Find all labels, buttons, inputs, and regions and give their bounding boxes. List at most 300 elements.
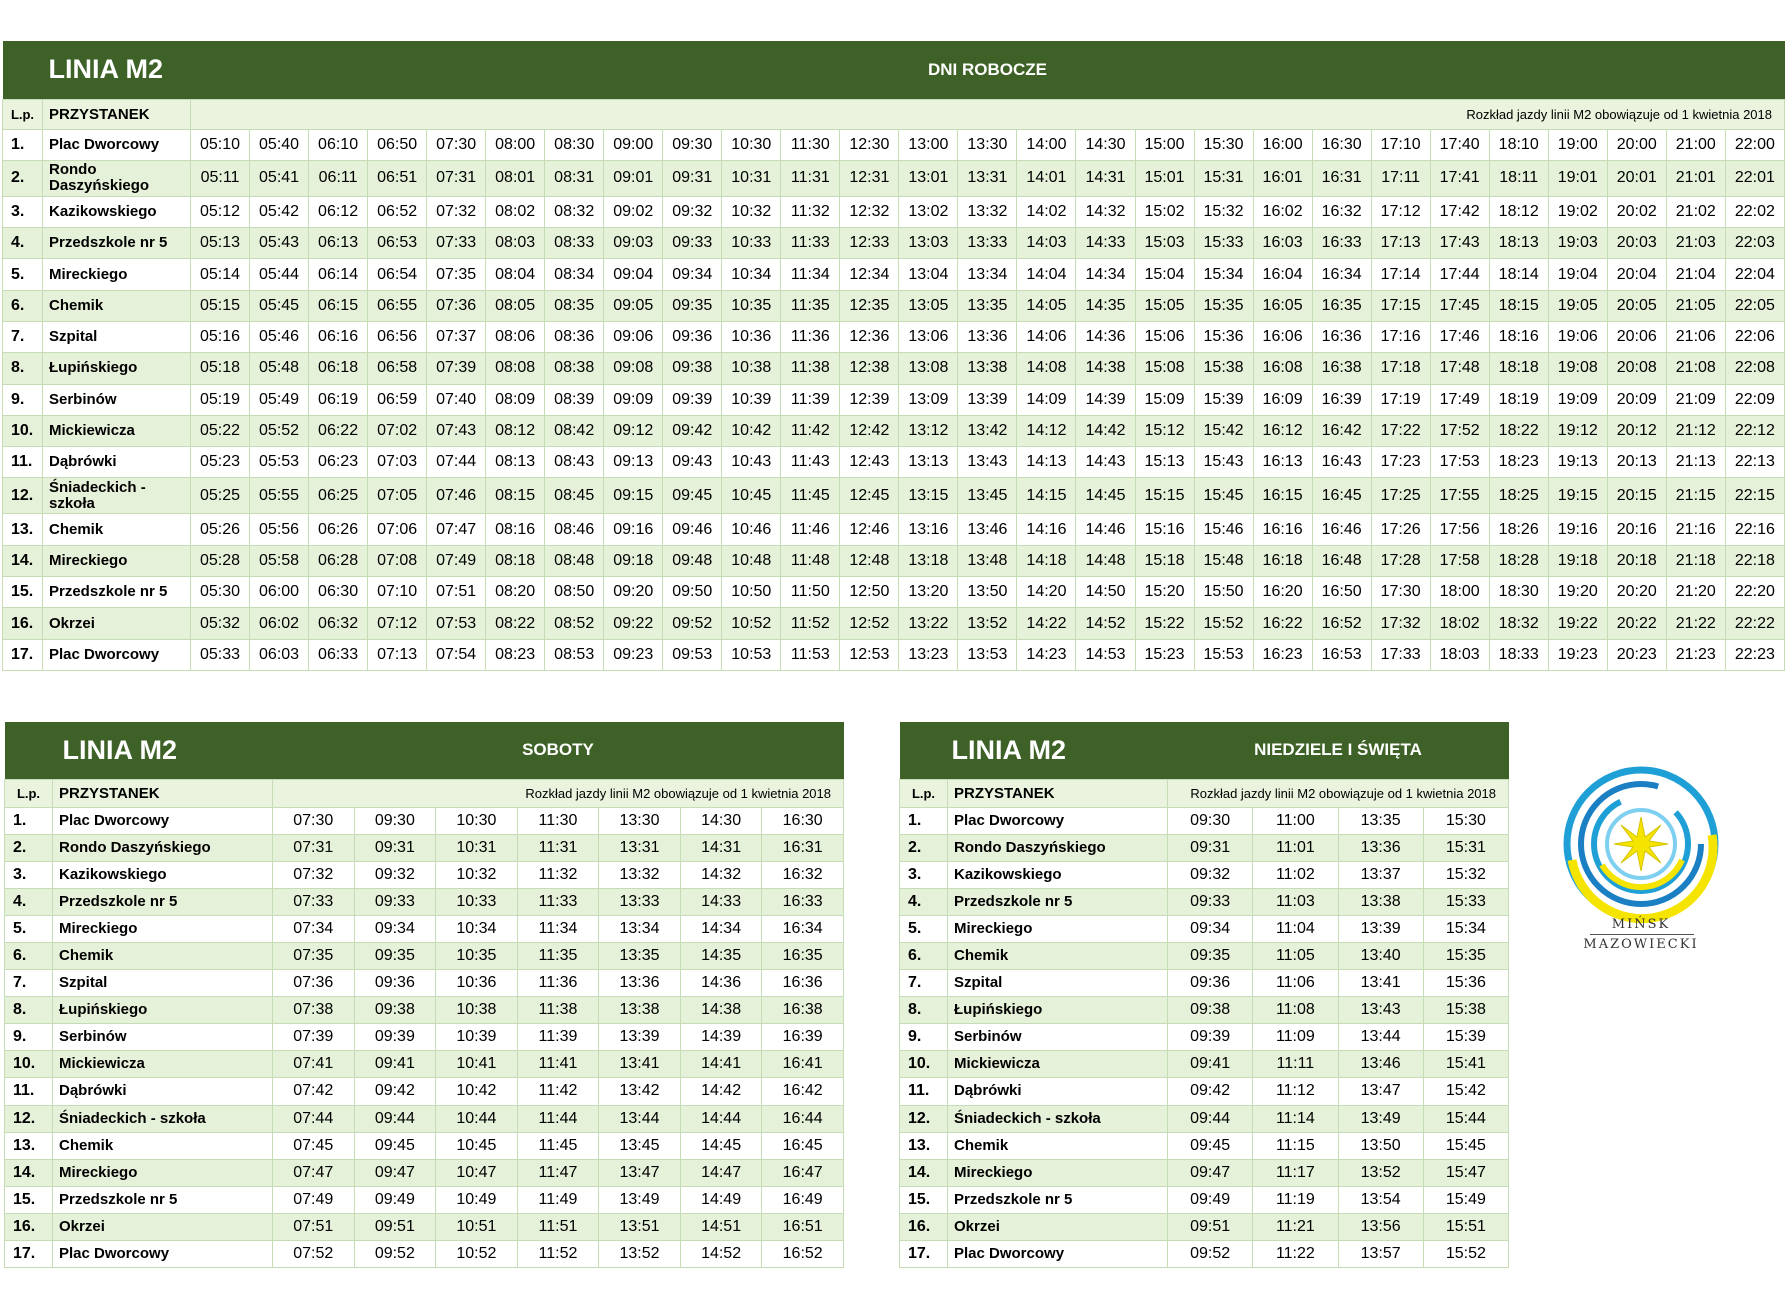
departure-time: 15:01 xyxy=(1135,160,1194,196)
departure-time: 14:32 xyxy=(680,861,762,888)
departure-time: 10:51 xyxy=(436,1213,518,1240)
departure-time: 11:01 xyxy=(1253,834,1338,861)
departure-time: 19:09 xyxy=(1548,384,1607,415)
departure-time: 17:44 xyxy=(1430,259,1489,290)
departure-time: 13:20 xyxy=(899,577,958,608)
table-row xyxy=(5,1241,844,1268)
departure-time: 14:38 xyxy=(1076,353,1135,384)
departure-time: 08:46 xyxy=(545,514,604,545)
stop-name: Plac Dworcowy xyxy=(53,1241,273,1268)
departure-time: 18:13 xyxy=(1489,228,1548,259)
row-number: 17. xyxy=(3,639,43,670)
departure-time: 10:42 xyxy=(436,1078,518,1105)
departure-time: 14:01 xyxy=(1017,160,1076,196)
table-row xyxy=(3,160,1785,196)
stop-name: Chemik xyxy=(43,290,191,321)
departure-time: 05:44 xyxy=(250,259,309,290)
departure-time: 14:50 xyxy=(1076,577,1135,608)
departure-time: 11:33 xyxy=(781,228,840,259)
departure-time: 07:08 xyxy=(368,545,427,576)
departure-time: 19:20 xyxy=(1548,577,1607,608)
departure-time: 16:50 xyxy=(1312,577,1371,608)
departure-time: 11:50 xyxy=(781,577,840,608)
stop-name: Plac Dworcowy xyxy=(43,129,191,160)
departure-time: 17:45 xyxy=(1430,290,1489,321)
table-row xyxy=(3,228,1785,259)
departure-time: 13:56 xyxy=(1338,1213,1423,1240)
row-number: 4. xyxy=(3,228,43,259)
table-row xyxy=(3,290,1785,321)
departure-time: 19:08 xyxy=(1548,353,1607,384)
departure-time: 14:53 xyxy=(1076,639,1135,670)
row-number: 13. xyxy=(5,1132,53,1159)
departure-time: 13:16 xyxy=(899,514,958,545)
departure-time: 06:26 xyxy=(309,514,368,545)
departure-time: 18:11 xyxy=(1489,160,1548,196)
departure-time: 05:26 xyxy=(191,514,250,545)
departure-time: 13:34 xyxy=(599,915,681,942)
departure-time: 10:38 xyxy=(722,353,781,384)
departure-time: 10:31 xyxy=(436,834,518,861)
departure-time: 10:49 xyxy=(436,1186,518,1213)
row-number: 5. xyxy=(900,915,948,942)
departure-time: 14:00 xyxy=(1017,129,1076,160)
departure-time: 17:55 xyxy=(1430,478,1489,514)
departure-time: 18:23 xyxy=(1489,447,1548,478)
departure-time: 07:06 xyxy=(368,514,427,545)
departure-time: 17:53 xyxy=(1430,447,1489,478)
departure-time: 14:45 xyxy=(680,1132,762,1159)
departure-time: 08:08 xyxy=(486,353,545,384)
departure-time: 06:25 xyxy=(309,478,368,514)
departure-time: 07:33 xyxy=(273,888,355,915)
departure-time: 08:53 xyxy=(545,639,604,670)
departure-time: 09:38 xyxy=(354,997,436,1024)
departure-time: 08:50 xyxy=(545,577,604,608)
departure-time: 21:08 xyxy=(1666,353,1725,384)
departure-time: 09:32 xyxy=(663,196,722,227)
departure-time: 13:57 xyxy=(1338,1241,1423,1268)
departure-time: 11:30 xyxy=(781,129,840,160)
departure-time: 16:32 xyxy=(1312,196,1371,227)
departure-time: 07:47 xyxy=(427,514,486,545)
departure-time: 10:30 xyxy=(436,807,518,834)
departure-time: 15:15 xyxy=(1135,478,1194,514)
row-number: 11. xyxy=(3,447,43,478)
departure-time: 14:35 xyxy=(680,942,762,969)
departure-time: 13:05 xyxy=(899,290,958,321)
departure-time: 10:38 xyxy=(436,997,518,1024)
departure-time: 07:52 xyxy=(273,1241,355,1268)
departure-time: 18:26 xyxy=(1489,514,1548,545)
departure-time: 22:04 xyxy=(1725,259,1784,290)
row-number: 14. xyxy=(3,545,43,576)
departure-time: 13:39 xyxy=(599,1024,681,1051)
departure-time: 18:16 xyxy=(1489,321,1548,352)
table-row xyxy=(5,915,844,942)
departure-time: 09:39 xyxy=(663,384,722,415)
table-row xyxy=(5,1132,844,1159)
departure-time: 14:44 xyxy=(680,1105,762,1132)
departure-time: 09:16 xyxy=(604,514,663,545)
stop-column-header: PRZYSTANEK xyxy=(948,779,1168,807)
departure-time: 09:06 xyxy=(604,321,663,352)
departure-time: 17:22 xyxy=(1371,415,1430,446)
departure-time: 16:30 xyxy=(1312,129,1371,160)
departure-time: 17:32 xyxy=(1371,608,1430,639)
departure-time: 21:03 xyxy=(1666,228,1725,259)
departure-time: 13:41 xyxy=(599,1051,681,1078)
departure-time: 16:52 xyxy=(762,1241,844,1268)
departure-time: 08:20 xyxy=(486,577,545,608)
departure-time: 17:25 xyxy=(1371,478,1430,514)
departure-time: 13:23 xyxy=(899,639,958,670)
departure-time: 19:18 xyxy=(1548,545,1607,576)
departure-time: 14:45 xyxy=(1076,478,1135,514)
departure-time: 08:52 xyxy=(545,608,604,639)
departure-time: 10:53 xyxy=(722,639,781,670)
departure-time: 19:04 xyxy=(1548,259,1607,290)
row-number: 3. xyxy=(3,196,43,227)
departure-time: 18:30 xyxy=(1489,577,1548,608)
row-number: 9. xyxy=(3,384,43,415)
departure-time: 07:51 xyxy=(427,577,486,608)
departure-time: 13:33 xyxy=(599,888,681,915)
row-number: 12. xyxy=(5,1105,53,1132)
departure-time: 07:31 xyxy=(427,160,486,196)
departure-time: 20:05 xyxy=(1607,290,1666,321)
departure-time: 07:43 xyxy=(427,415,486,446)
departure-time: 11:08 xyxy=(1253,997,1338,1024)
weekday-day-type: DNI ROBOCZE xyxy=(191,41,1785,99)
stop-name: Chemik xyxy=(948,942,1168,969)
departure-time: 08:22 xyxy=(486,608,545,639)
departure-time: 15:36 xyxy=(1423,970,1508,997)
row-number: 3. xyxy=(5,861,53,888)
stop-name: Plac Dworcowy xyxy=(53,807,273,834)
departure-time: 09:49 xyxy=(354,1186,436,1213)
departure-time: 22:02 xyxy=(1725,196,1784,227)
stop-name: Serbinów xyxy=(53,1024,273,1051)
departure-time: 16:49 xyxy=(762,1186,844,1213)
row-number: 9. xyxy=(900,1024,948,1051)
departure-time: 22:18 xyxy=(1725,545,1784,576)
table-row xyxy=(3,447,1785,478)
departure-time: 14:52 xyxy=(1076,608,1135,639)
departure-time: 08:34 xyxy=(545,259,604,290)
stop-name: Rondo Daszyńskiego xyxy=(43,160,191,196)
departure-time: 09:44 xyxy=(354,1105,436,1132)
table-row xyxy=(5,942,844,969)
departure-time: 14:43 xyxy=(1076,447,1135,478)
departure-time: 06:28 xyxy=(309,545,368,576)
departure-time: 15:08 xyxy=(1135,353,1194,384)
departure-time: 06:51 xyxy=(368,160,427,196)
departure-time: 15:32 xyxy=(1423,861,1508,888)
departure-time: 22:06 xyxy=(1725,321,1784,352)
departure-time: 15:44 xyxy=(1423,1105,1508,1132)
departure-time: 09:51 xyxy=(1168,1213,1253,1240)
stop-name: Rondo Daszyńskiego xyxy=(948,834,1168,861)
departure-time: 07:39 xyxy=(427,353,486,384)
row-number: 17. xyxy=(900,1241,948,1268)
table-row xyxy=(900,834,1509,861)
departure-time: 09:45 xyxy=(354,1132,436,1159)
departure-time: 15:47 xyxy=(1423,1159,1508,1186)
departure-time: 07:35 xyxy=(427,259,486,290)
departure-time: 12:30 xyxy=(840,129,899,160)
departure-time: 07:03 xyxy=(368,447,427,478)
departure-time: 09:52 xyxy=(354,1241,436,1268)
departure-time: 17:14 xyxy=(1371,259,1430,290)
departure-time: 16:43 xyxy=(1312,447,1371,478)
departure-time: 19:01 xyxy=(1548,160,1607,196)
departure-time: 13:50 xyxy=(1338,1132,1423,1159)
departure-time: 13:31 xyxy=(599,834,681,861)
stop-name: Kazikowskiego xyxy=(53,861,273,888)
departure-time: 15:04 xyxy=(1135,259,1194,290)
departure-time: 14:36 xyxy=(680,970,762,997)
departure-time: 05:18 xyxy=(191,353,250,384)
departure-time: 21:12 xyxy=(1666,415,1725,446)
table-row xyxy=(900,1105,1509,1132)
departure-time: 22:22 xyxy=(1725,608,1784,639)
table-row xyxy=(5,888,844,915)
stop-name: Okrzei xyxy=(53,1213,273,1240)
departure-time: 10:52 xyxy=(436,1241,518,1268)
departure-time: 14:36 xyxy=(1076,321,1135,352)
departure-time: 08:38 xyxy=(545,353,604,384)
departure-time: 06:22 xyxy=(309,415,368,446)
departure-time: 13:31 xyxy=(958,160,1017,196)
row-number: 11. xyxy=(900,1078,948,1105)
stop-name: Serbinów xyxy=(948,1024,1168,1051)
table-row xyxy=(5,1078,844,1105)
departure-time: 06:15 xyxy=(309,290,368,321)
departure-time: 09:35 xyxy=(354,942,436,969)
departure-time: 09:47 xyxy=(1168,1159,1253,1186)
stop-name: Śniadeckich - szkoła xyxy=(948,1105,1168,1132)
departure-time: 12:35 xyxy=(840,290,899,321)
departure-time: 16:33 xyxy=(762,888,844,915)
departure-time: 09:42 xyxy=(354,1078,436,1105)
stop-name: Kazikowskiego xyxy=(43,196,191,227)
departure-time: 11:39 xyxy=(517,1024,599,1051)
departure-time: 15:45 xyxy=(1423,1132,1508,1159)
departure-time: 10:39 xyxy=(722,384,781,415)
departure-time: 07:46 xyxy=(427,478,486,514)
departure-time: 07:40 xyxy=(427,384,486,415)
departure-time: 10:36 xyxy=(722,321,781,352)
departure-time: 09:30 xyxy=(354,807,436,834)
departure-time: 20:03 xyxy=(1607,228,1666,259)
departure-time: 17:30 xyxy=(1371,577,1430,608)
departure-time: 17:43 xyxy=(1430,228,1489,259)
departure-time: 07:13 xyxy=(368,639,427,670)
stop-name: Okrzei xyxy=(948,1213,1168,1240)
departure-time: 09:41 xyxy=(1168,1051,1253,1078)
stop-name: Szpital xyxy=(43,321,191,352)
departure-time: 12:45 xyxy=(840,478,899,514)
departure-time: 06:02 xyxy=(250,608,309,639)
departure-time: 16:51 xyxy=(762,1213,844,1240)
table-row xyxy=(3,384,1785,415)
departure-time: 16:42 xyxy=(762,1078,844,1105)
departure-time: 12:50 xyxy=(840,577,899,608)
departure-time: 09:04 xyxy=(604,259,663,290)
saturday-timetable xyxy=(4,722,844,1268)
departure-time: 08:18 xyxy=(486,545,545,576)
departure-time: 21:18 xyxy=(1666,545,1725,576)
departure-time: 11:05 xyxy=(1253,942,1338,969)
departure-time: 22:03 xyxy=(1725,228,1784,259)
departure-time: 07:35 xyxy=(273,942,355,969)
departure-time: 14:41 xyxy=(680,1051,762,1078)
row-number: 3. xyxy=(900,861,948,888)
row-number: 17. xyxy=(5,1241,53,1268)
weekday-line-title: LINIA M2 xyxy=(3,41,191,99)
departure-time: 16:53 xyxy=(1312,639,1371,670)
row-number: 8. xyxy=(5,997,53,1024)
departure-time: 13:30 xyxy=(599,807,681,834)
departure-time: 16:35 xyxy=(762,942,844,969)
departure-time: 16:36 xyxy=(762,970,844,997)
departure-time: 13:38 xyxy=(1338,888,1423,915)
departure-time: 19:00 xyxy=(1548,129,1607,160)
departure-time: 20:20 xyxy=(1607,577,1666,608)
departure-time: 18:10 xyxy=(1489,129,1548,160)
departure-time: 14:15 xyxy=(1017,478,1076,514)
departure-time: 15:39 xyxy=(1194,384,1253,415)
departure-time: 10:34 xyxy=(436,915,518,942)
departure-time: 09:35 xyxy=(663,290,722,321)
table-row xyxy=(3,639,1785,670)
departure-time: 13:13 xyxy=(899,447,958,478)
departure-time: 17:58 xyxy=(1430,545,1489,576)
departure-time: 13:18 xyxy=(899,545,958,576)
departure-time: 08:09 xyxy=(486,384,545,415)
departure-time: 11:32 xyxy=(517,861,599,888)
stop-name: Przedszkole nr 5 xyxy=(43,577,191,608)
departure-time: 15:38 xyxy=(1194,353,1253,384)
departure-time: 07:38 xyxy=(273,997,355,1024)
departure-time: 17:16 xyxy=(1371,321,1430,352)
departure-time: 16:34 xyxy=(762,915,844,942)
departure-time: 13:53 xyxy=(958,639,1017,670)
departure-time: 07:49 xyxy=(273,1186,355,1213)
departure-time: 09:46 xyxy=(663,514,722,545)
departure-time: 17:18 xyxy=(1371,353,1430,384)
departure-time: 12:42 xyxy=(840,415,899,446)
departure-time: 13:42 xyxy=(958,415,1017,446)
stop-name: Kazikowskiego xyxy=(948,861,1168,888)
departure-time: 20:23 xyxy=(1607,639,1666,670)
departure-time: 13:30 xyxy=(958,129,1017,160)
departure-time: 13:52 xyxy=(958,608,1017,639)
table-row xyxy=(900,1241,1509,1268)
row-number: 2. xyxy=(3,160,43,196)
weekday-timetable xyxy=(2,41,1785,671)
departure-time: 11:04 xyxy=(1253,915,1338,942)
departure-time: 09:31 xyxy=(1168,834,1253,861)
departure-time: 17:33 xyxy=(1371,639,1430,670)
departure-time: 22:00 xyxy=(1725,129,1784,160)
departure-time: 11:32 xyxy=(781,196,840,227)
departure-time: 18:02 xyxy=(1430,608,1489,639)
departure-time: 07:30 xyxy=(273,807,355,834)
table-row xyxy=(3,196,1785,227)
departure-time: 15:12 xyxy=(1135,415,1194,446)
logo-divider xyxy=(1590,934,1694,935)
departure-time: 08:23 xyxy=(486,639,545,670)
departure-time: 06:53 xyxy=(368,228,427,259)
departure-time: 07:45 xyxy=(273,1132,355,1159)
departure-time: 12:46 xyxy=(840,514,899,545)
departure-time: 08:43 xyxy=(545,447,604,478)
departure-time: 10:35 xyxy=(722,290,781,321)
departure-time: 11:41 xyxy=(517,1051,599,1078)
lp-column-header: L.p. xyxy=(3,99,43,129)
departure-time: 11:09 xyxy=(1253,1024,1338,1051)
departure-time: 14:06 xyxy=(1017,321,1076,352)
departure-time: 11:52 xyxy=(517,1241,599,1268)
departure-time: 09:33 xyxy=(663,228,722,259)
departure-time: 10:41 xyxy=(436,1051,518,1078)
departure-time: 14:13 xyxy=(1017,447,1076,478)
departure-time: 17:48 xyxy=(1430,353,1489,384)
departure-time: 14:12 xyxy=(1017,415,1076,446)
stop-name: Chemik xyxy=(43,514,191,545)
departure-time: 15:42 xyxy=(1194,415,1253,446)
departure-time: 07:49 xyxy=(427,545,486,576)
departure-time: 07:41 xyxy=(273,1051,355,1078)
departure-time: 08:01 xyxy=(486,160,545,196)
departure-time: 15:33 xyxy=(1423,888,1508,915)
departure-time: 14:31 xyxy=(680,834,762,861)
departure-time: 08:04 xyxy=(486,259,545,290)
departure-time: 11:11 xyxy=(1253,1051,1338,1078)
departure-time: 07:34 xyxy=(273,915,355,942)
row-number: 10. xyxy=(3,415,43,446)
departure-time: 06:13 xyxy=(309,228,368,259)
departure-time: 16:23 xyxy=(1253,639,1312,670)
departure-time: 05:10 xyxy=(191,129,250,160)
departure-time: 09:45 xyxy=(663,478,722,514)
departure-time: 16:13 xyxy=(1253,447,1312,478)
departure-time: 09:39 xyxy=(354,1024,436,1051)
departure-time: 11:03 xyxy=(1253,888,1338,915)
departure-time: 11:43 xyxy=(781,447,840,478)
departure-time: 20:04 xyxy=(1607,259,1666,290)
stop-name: Dąbrówki xyxy=(53,1078,273,1105)
departure-time: 05:45 xyxy=(250,290,309,321)
departure-time: 13:34 xyxy=(958,259,1017,290)
departure-time: 05:49 xyxy=(250,384,309,415)
departure-time: 06:33 xyxy=(309,639,368,670)
departure-time: 09:05 xyxy=(604,290,663,321)
row-number: 9. xyxy=(5,1024,53,1051)
departure-time: 05:19 xyxy=(191,384,250,415)
departure-time: 19:13 xyxy=(1548,447,1607,478)
departure-time: 11:42 xyxy=(781,415,840,446)
departure-time: 11:02 xyxy=(1253,861,1338,888)
departure-time: 17:52 xyxy=(1430,415,1489,446)
departure-time: 16:39 xyxy=(762,1024,844,1051)
stop-name: Przedszkole nr 5 xyxy=(948,1186,1168,1213)
departure-time: 09:44 xyxy=(1168,1105,1253,1132)
departure-time: 14:30 xyxy=(1076,129,1135,160)
departure-time: 11:38 xyxy=(781,353,840,384)
